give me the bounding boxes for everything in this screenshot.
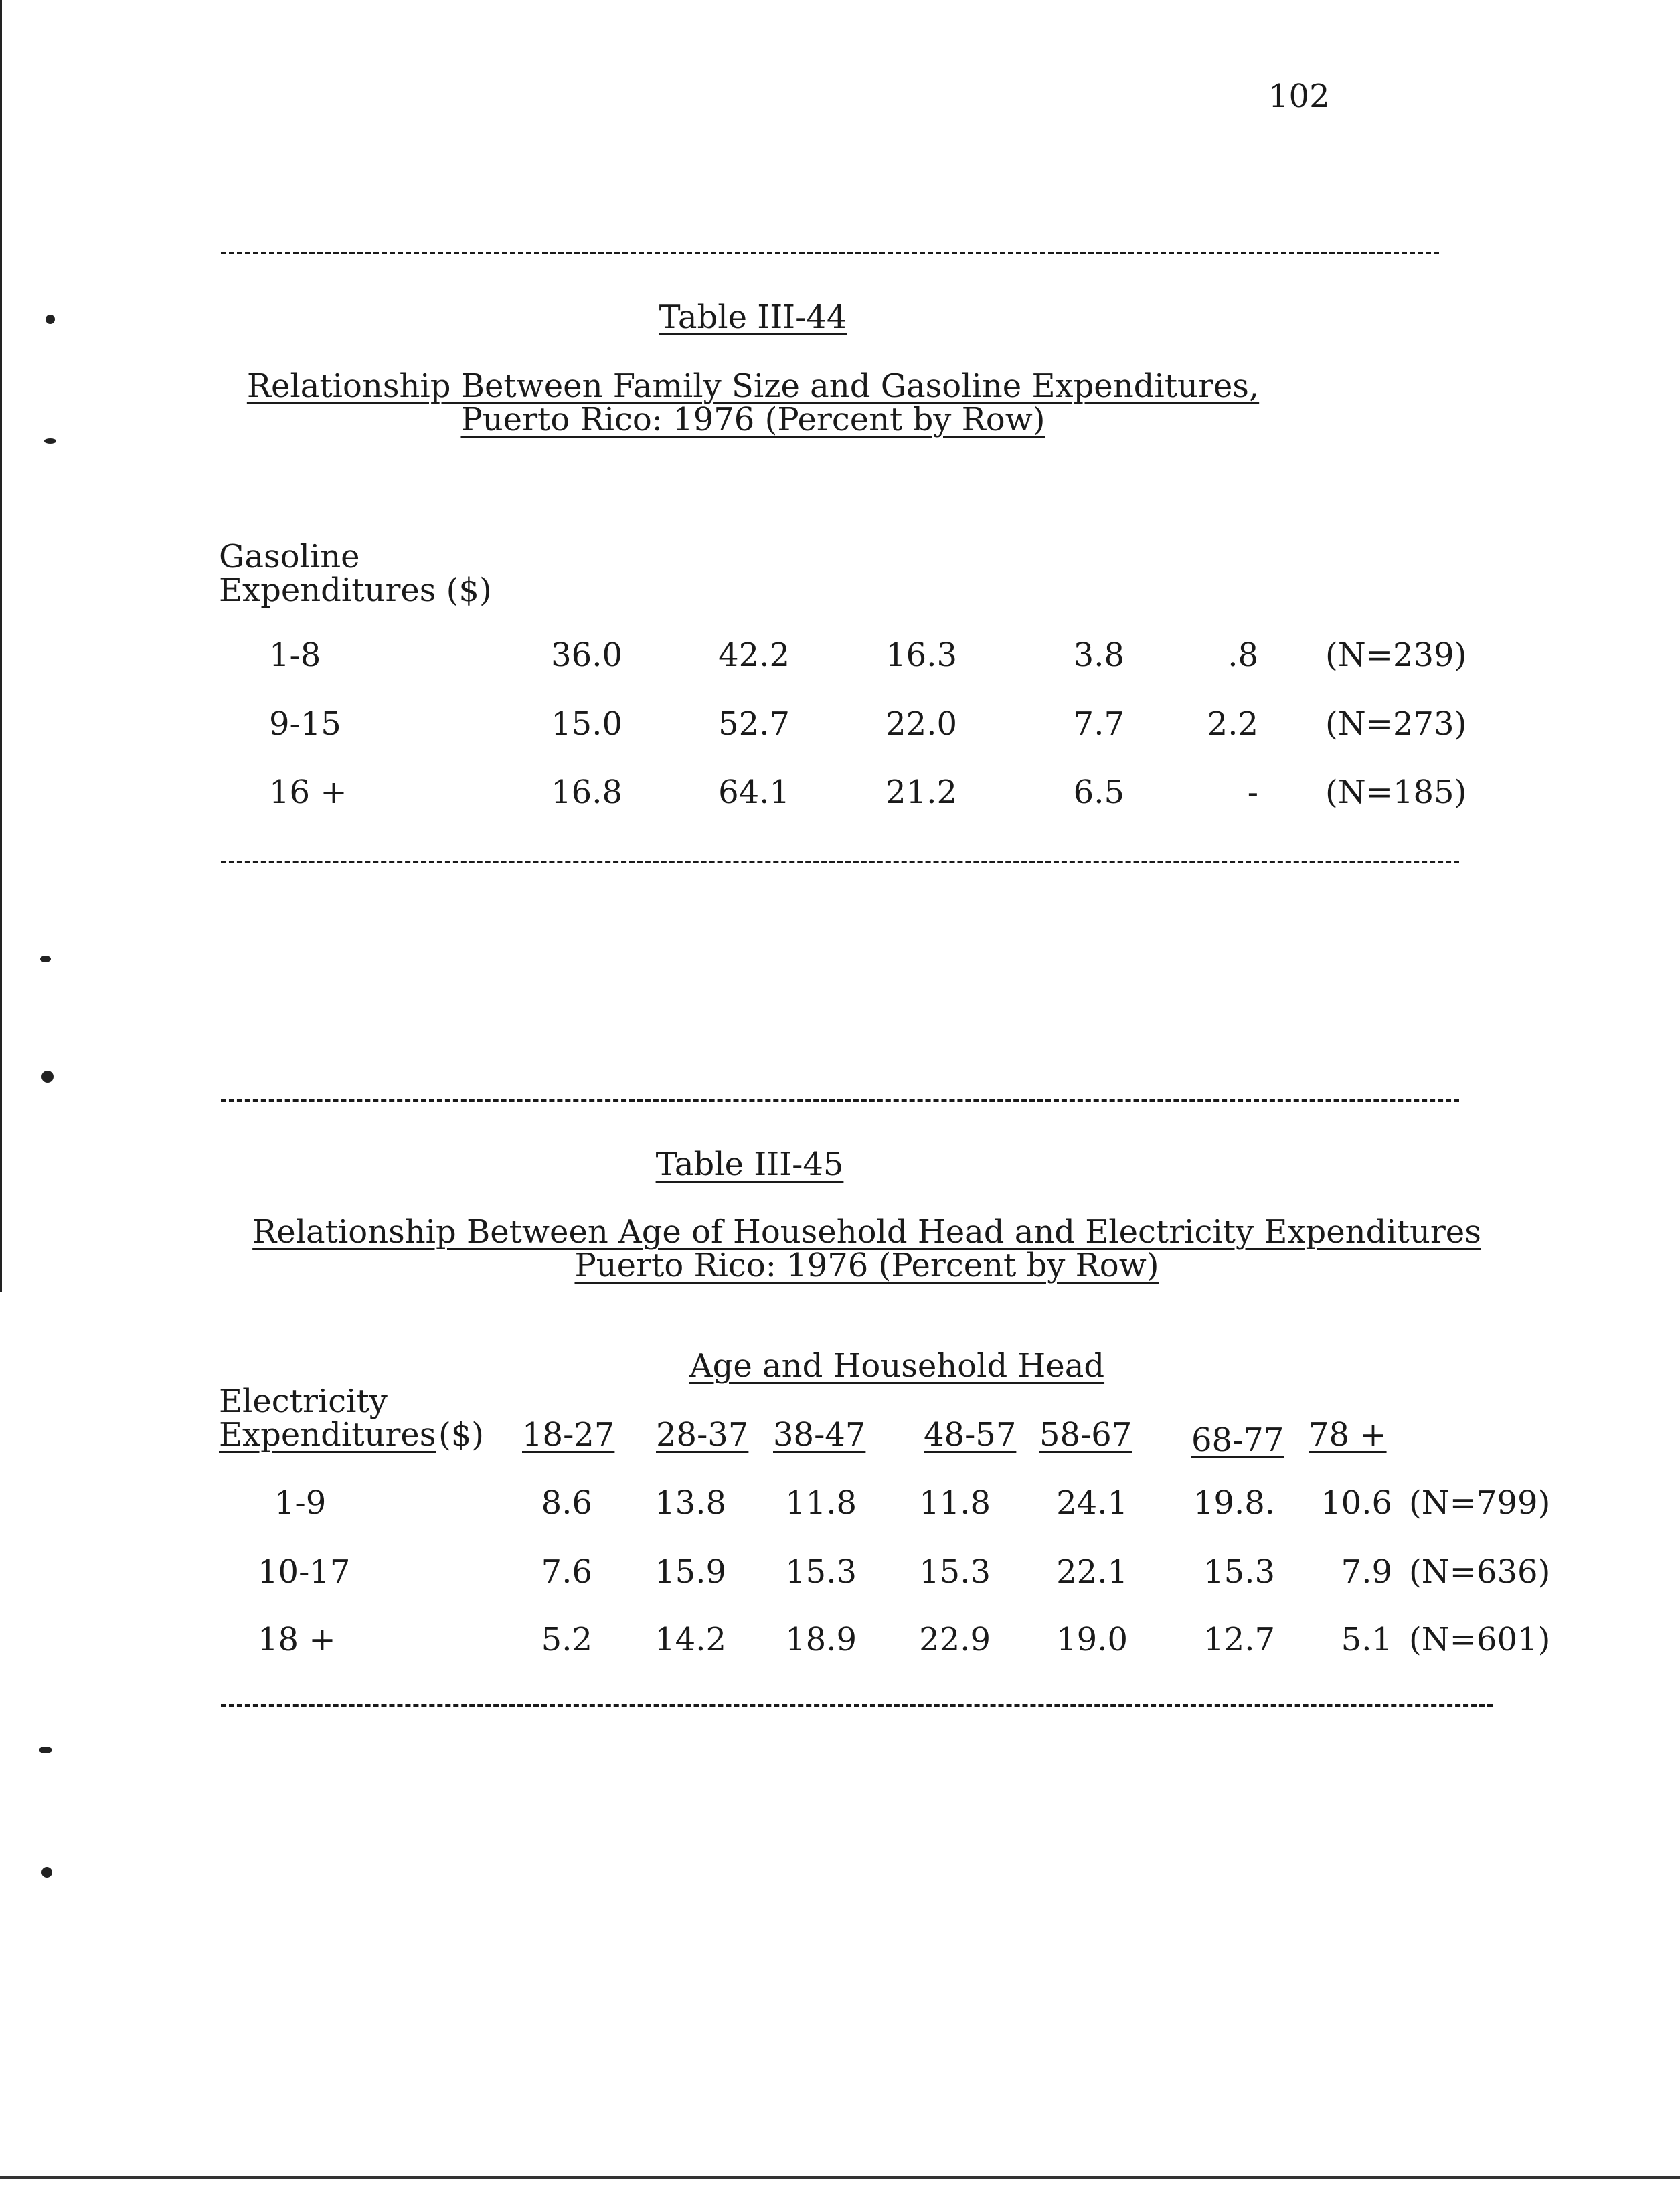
- cell: 15.9: [655, 1553, 726, 1591]
- cell: 19.0: [1056, 1621, 1128, 1658]
- table2-top-rule: [221, 1099, 1459, 1102]
- row-label: 1-8: [269, 636, 321, 674]
- cell: 6.5: [1073, 774, 1124, 811]
- cell: 7.7: [1073, 705, 1124, 743]
- row-n: (N=273): [1325, 705, 1467, 743]
- table2-subtitle-line1: Relationship Between Age of Household Head and Electricity Expenditures: [252, 1213, 1481, 1251]
- margin-speck: [44, 438, 56, 444]
- page-left-edge: [0, 0, 2, 1292]
- cell: 3.8: [1073, 636, 1124, 674]
- cell: 16.8: [551, 774, 622, 811]
- table1-top-rule: [221, 252, 1439, 254]
- row-n: (N=601): [1409, 1621, 1551, 1658]
- page-number: 102: [1268, 78, 1330, 115]
- cell: 21.2: [886, 774, 957, 811]
- table1-subtitle-line2: Puerto Rico: 1976 (Percent by Row): [460, 401, 1045, 438]
- cell: 22.9: [919, 1621, 991, 1658]
- column-header: 58-67: [1039, 1416, 1132, 1454]
- cell: -: [1247, 774, 1258, 811]
- cell: 22.0: [886, 705, 957, 743]
- cell: 11.8: [919, 1484, 991, 1522]
- row-label: 9-15: [269, 705, 341, 743]
- cell: 52.7: [718, 705, 790, 743]
- cell: 5.1: [1341, 1621, 1392, 1658]
- table2-row-header-unit: ($): [438, 1416, 484, 1454]
- table2-title: Table III-45: [655, 1146, 844, 1183]
- cell: 64.1: [718, 774, 790, 811]
- cell: 36.0: [551, 636, 622, 674]
- table1-row-header-line2: Expenditures ($): [219, 572, 492, 609]
- column-header: 38-47: [773, 1416, 866, 1454]
- cell: 7.6: [541, 1553, 592, 1591]
- table2-row-header-line1: Electricity: [219, 1383, 388, 1420]
- margin-speck: [41, 1071, 54, 1083]
- table1-title: Table III-44: [659, 298, 847, 336]
- row-n: (N=185): [1325, 774, 1467, 811]
- row-n: (N=239): [1325, 636, 1467, 674]
- margin-speck: [39, 1747, 52, 1753]
- row-label: 1-9: [274, 1484, 327, 1522]
- cell: 10.6: [1321, 1484, 1392, 1522]
- row-n: (N=799): [1409, 1484, 1551, 1522]
- table2-row-header-line2: Expenditures: [219, 1416, 436, 1454]
- cell: 42.2: [718, 636, 790, 674]
- cell: 14.2: [655, 1621, 726, 1658]
- column-header: 18-27: [522, 1416, 615, 1454]
- cell: 5.2: [541, 1621, 592, 1658]
- table2-bottom-rule: [221, 1704, 1493, 1707]
- table2-subtitle-line2: Puerto Rico: 1976 (Percent by Row): [574, 1247, 1159, 1284]
- table1-bottom-rule: [221, 861, 1459, 863]
- cell: 13.8: [655, 1484, 726, 1522]
- cell: 15.0: [551, 705, 622, 743]
- cell: 2.2: [1207, 705, 1258, 743]
- row-label: 10-17: [258, 1553, 351, 1591]
- cell: 7.9: [1341, 1553, 1392, 1591]
- column-header: 48-57: [924, 1416, 1017, 1454]
- table1-row-header-line1: Gasoline: [219, 538, 360, 576]
- cell: 24.1: [1056, 1484, 1128, 1522]
- cell: 11.8: [785, 1484, 857, 1522]
- row-label: 18 +: [258, 1621, 336, 1658]
- page-bottom-edge: [0, 2176, 1680, 2179]
- cell: 22.1: [1056, 1553, 1128, 1591]
- cell: 16.3: [886, 636, 957, 674]
- cell: 15.3: [785, 1553, 857, 1591]
- cell: 8.6: [541, 1484, 592, 1522]
- column-header: 78 +: [1309, 1416, 1387, 1454]
- margin-speck: [40, 956, 51, 962]
- column-header: 28-37: [656, 1416, 749, 1454]
- row-n: (N=636): [1409, 1553, 1551, 1591]
- cell: 19.8.: [1193, 1484, 1275, 1522]
- column-header: 68-77: [1191, 1421, 1284, 1459]
- table1-subtitle-line1: Relationship Between Family Size and Gasoline Expenditures,: [246, 367, 1260, 405]
- row-label: 16 +: [269, 774, 347, 811]
- cell: 12.7: [1203, 1621, 1275, 1658]
- cell: 18.9: [785, 1621, 857, 1658]
- margin-speck: [41, 1867, 52, 1878]
- cell: .8: [1228, 636, 1258, 674]
- cell: 15.3: [919, 1553, 991, 1591]
- table2-group-header: Age and Household Head: [689, 1347, 1105, 1385]
- cell: 15.3: [1203, 1553, 1275, 1591]
